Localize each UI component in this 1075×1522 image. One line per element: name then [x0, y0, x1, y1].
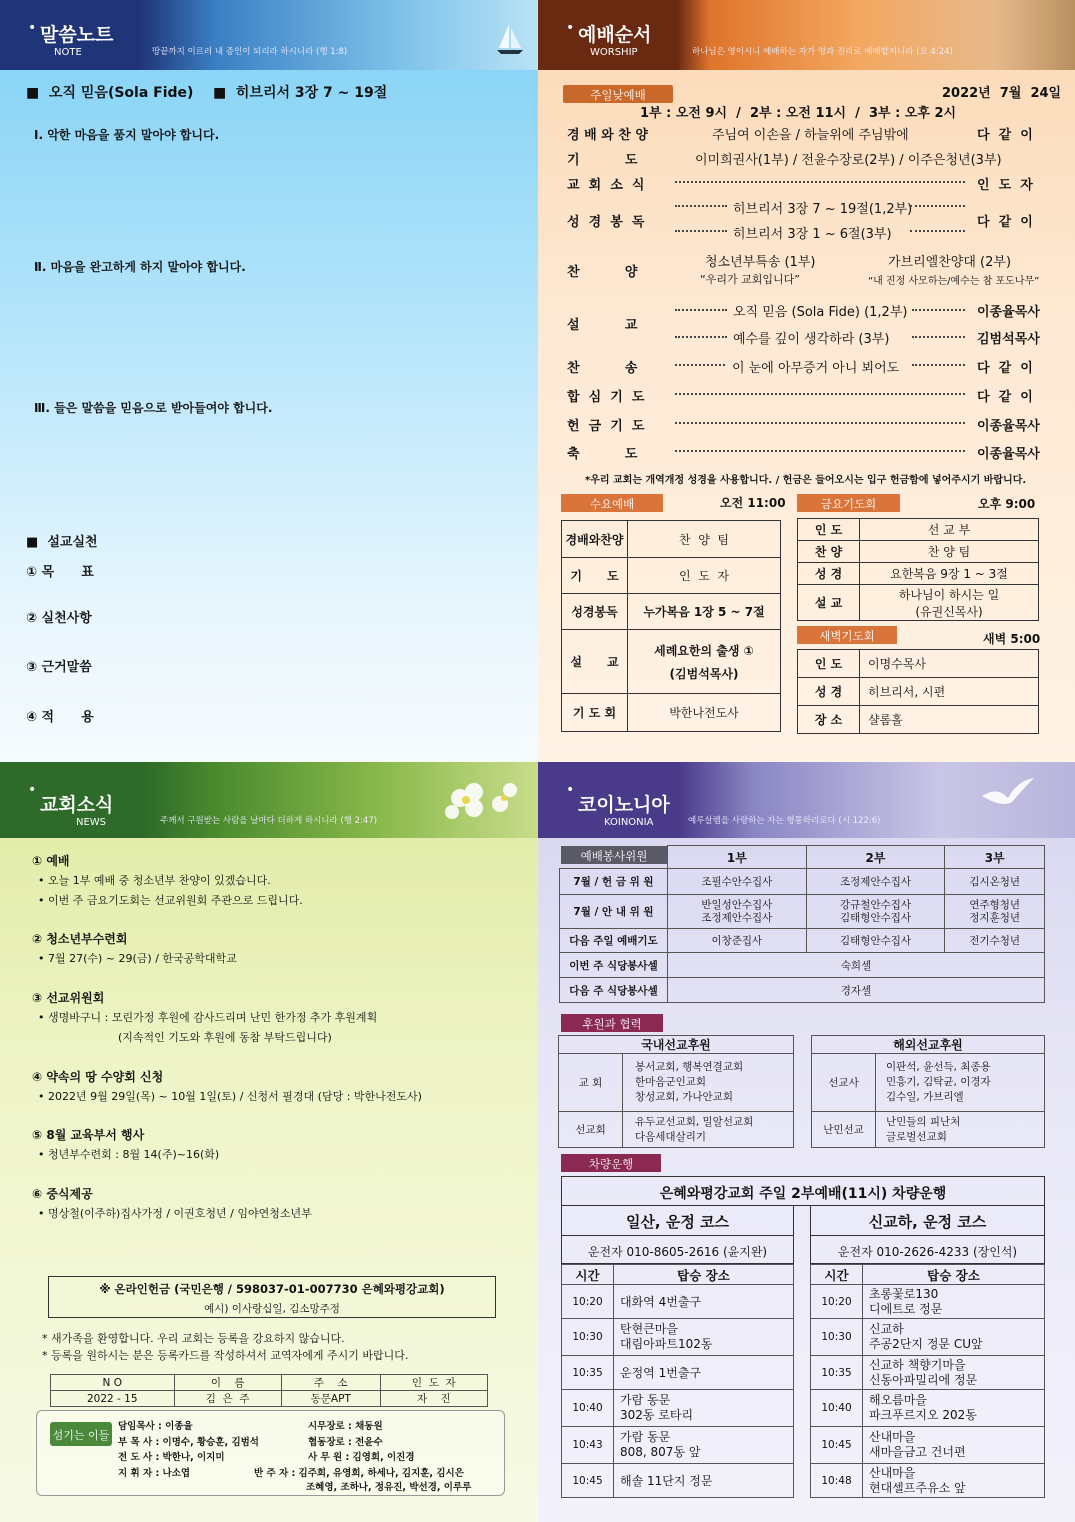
route-th: 시간 — [811, 1265, 863, 1285]
svc-cell: 반일성안수집사 조정제안수집사 — [668, 895, 807, 929]
reg-cell: 자 진 — [380, 1391, 487, 1407]
abr-head: 해외선교후원 — [812, 1036, 1045, 1054]
svc-cell: 전기수청년 — [945, 929, 1045, 953]
news-line: • 명상철(이주하)집사가정 / 이권호청년 / 임야연청소년부 — [38, 1207, 312, 1220]
abr-key: 선교사 — [812, 1054, 876, 1112]
reg-head: 주 소 — [281, 1375, 380, 1391]
news-line: • 이번 주 금요기도회는 선교위원회 주관으로 드립니다. — [38, 894, 303, 907]
stop-time: 10:30 — [562, 1319, 614, 1356]
point-2: Ⅱ. 마음을 완고하게 하지 말아야 합니다. — [34, 260, 246, 274]
staff-line: 부 목 사 : 이명수, 황승훈, 김범석 — [118, 1437, 259, 1448]
svc-cell: 연주형청년 정지훈청년 — [945, 895, 1045, 929]
route-name: 신교하, 운정 코스 — [810, 1206, 1045, 1236]
stop-time: 10:30 — [811, 1319, 863, 1356]
abr-val: 이판석, 윤선득, 최종용 민흥기, 김탁균, 이경자 김수일, 가브리엘 — [876, 1054, 1045, 1112]
fri-time: 오후 9:00 — [978, 497, 1036, 511]
route-th: 탑승 장소 — [863, 1265, 1045, 1285]
svc-key: 7월 / 헌 금 위 원 — [560, 869, 668, 895]
praise-2-song: “내 진정 사모하는/예수는 참 포도나무” — [868, 276, 1040, 287]
staff-line: 전 도 사 : 박한나, 이지미 — [118, 1452, 225, 1463]
news-head-1: ① 예배 — [32, 854, 70, 868]
svc-head: 2부 — [806, 846, 945, 869]
dom-val: 유두교선교회, 밀알선교회 다음세대살리기 — [623, 1112, 794, 1148]
stop-place: 산내마을 새마을금고 건너편 — [863, 1427, 1045, 1464]
sermon-1: 오직 믿음 (Sola Fide) (1,2부) — [733, 305, 908, 320]
preacher-2: 김범석목사 — [977, 332, 1040, 347]
wed-tag: 수요예배 — [561, 494, 663, 512]
sermon-2: 예수를 깊이 생각하라 (3부) — [733, 332, 890, 347]
news-title: 교회소식 — [40, 794, 114, 816]
sunday-date: 2022년 7월 24일 — [942, 86, 1062, 101]
wed-val: 찬 양 팀 — [628, 521, 781, 558]
practice-apply: ④ 적 용 — [26, 710, 94, 725]
stop-time: 10:35 — [811, 1356, 863, 1390]
stop-place: 해솔 11단지 정문 — [614, 1464, 794, 1498]
news-verse: 주께서 구원받는 사람을 날마다 더하게 하시니라 (행 2:47) — [160, 816, 378, 826]
service-table — [559, 845, 1045, 1003]
stop-place: 초롱꽃로130 디에트로 정문 — [863, 1285, 1045, 1319]
dawn-val: 히브리서, 시편 — [860, 678, 1039, 706]
stop-place: 신교하 책향기마을 신동아파밀리에 정문 — [863, 1356, 1045, 1390]
stop-place: 가람 동문 808, 807동 앞 — [614, 1427, 794, 1464]
dot-icon: • — [28, 782, 37, 798]
reg-cell: 2022 - 15 — [51, 1391, 175, 1407]
route-th: 시간 — [562, 1265, 614, 1285]
dom-val: 봉서교회, 행복연결교회 한마음군인교회 창성교회, 가나안교회 — [623, 1054, 794, 1112]
stop-time: 10:40 — [562, 1390, 614, 1427]
practice-action: ② 실천사항 — [26, 611, 92, 626]
worship-title: 예배순서 — [578, 24, 652, 46]
mission-tag: 후원과 협력 — [561, 1014, 663, 1032]
bus-title: 은혜와평강교회 주일 2부예배(11시) 차량운행 — [561, 1176, 1045, 1206]
news-head-6: ⑥ 중식제공 — [32, 1187, 93, 1201]
preacher-1: 이종율목사 — [977, 305, 1040, 320]
stop-place: 신교하 주공2단지 정문 CU앞 — [863, 1319, 1045, 1356]
wed-val: 박한나전도사 — [628, 694, 781, 732]
order-label: 교 회 소 식 — [567, 178, 645, 193]
practice-title: ■ 설교실천 — [26, 535, 98, 550]
worship-verse: 하나님은 영이시니 예배하는 자가 영과 진리로 예배할지니라 (요 4:24) — [692, 47, 953, 57]
order-leader: 다 같 이 — [977, 361, 1033, 376]
stop-time: 10:45 — [811, 1427, 863, 1464]
staff-line: 협동장로 : 전윤수 — [308, 1437, 383, 1448]
reading-2: 히브리서 3장 1 ~ 6절(3부) — [733, 227, 892, 242]
svc-cell: 김시온청년 — [945, 869, 1045, 895]
svc-cell: 이창준집사 — [668, 929, 807, 953]
bird-icon — [978, 776, 1038, 816]
staff-line: 시무장로 : 채동원 — [308, 1421, 383, 1432]
dawn-val: 샬롬홀 — [860, 706, 1039, 734]
overseas-mission-table — [811, 1035, 1045, 1148]
staff-line: 지 휘 자 : 나소엽 — [118, 1468, 191, 1479]
stop-place: 가람 동문 302동 로타리 — [614, 1390, 794, 1427]
wed-time: 오전 11:00 — [720, 496, 786, 510]
wed-key: 성경봉독 — [562, 594, 628, 630]
news-head-5: ⑤ 8월 교육부서 행사 — [32, 1128, 145, 1142]
staff-line: 사 무 원 : 김영희, 이진경 — [308, 1452, 415, 1463]
fri-key: 설 교 — [798, 585, 860, 621]
stop-time: 10:48 — [811, 1464, 863, 1498]
fri-table — [797, 518, 1039, 621]
dawn-time: 새벽 5:00 — [983, 632, 1041, 646]
order-leader: 이종율목사 — [977, 419, 1040, 434]
order-label: 기 도 — [567, 153, 638, 168]
point-3: Ⅲ. 들은 말씀을 믿음으로 받아들여야 합니다. — [34, 401, 273, 415]
online-offering-box — [48, 1276, 496, 1318]
point-1: Ⅰ. 악한 마음을 품지 말아야 합니다. — [34, 128, 220, 142]
dawn-tag: 새벽기도회 — [797, 626, 897, 644]
news-head-3: ③ 선교위원회 — [32, 991, 105, 1005]
dot-icon: • — [566, 20, 575, 36]
news-line: • 7월 27(수) ~ 29(금) / 한국공학대학교 — [38, 952, 237, 965]
abr-key: 난민선교 — [812, 1112, 876, 1148]
worship-header — [538, 0, 1075, 70]
dawn-val: 이명수목사 — [860, 650, 1039, 678]
order-leader: 이종율목사 — [977, 447, 1040, 462]
praise-2: 가브리엘찬양대 (2부) — [888, 255, 1012, 270]
wed-val: 인 도 자 — [628, 558, 781, 594]
svc-head: 3부 — [945, 846, 1045, 869]
reg-cell: 동문APT — [281, 1391, 380, 1407]
worship-subtitle: WORSHIP — [590, 47, 638, 58]
reg-head: 이 름 — [174, 1375, 281, 1391]
wed-val: 누가복음 1장 5 ~ 7절 — [628, 594, 781, 630]
staff-line: 반 주 자 : 김주희, 유영희, 하세나, 김지훈, 김시은 — [254, 1468, 464, 1479]
route-driver: 운전자 010-8605-2616 (윤지완) — [561, 1236, 794, 1264]
sermon-note-panel — [0, 0, 538, 762]
note-subtitle: NOTE — [54, 47, 82, 58]
svc-head: 1부 — [668, 846, 807, 869]
svc-key: 7월 / 안 내 위 원 — [560, 895, 668, 929]
koinonia-title: 코이노니아 — [578, 794, 670, 816]
route-2 — [810, 1206, 1045, 1498]
news-head-2: ② 청소년부수련회 — [32, 932, 128, 946]
fri-key: 인 도 — [798, 519, 860, 541]
svc-cell: 숙희셀 — [668, 953, 1045, 978]
order-content: 이 눈에 아무증거 아니 뵈어도 — [732, 361, 900, 376]
stop-time: 10:20 — [811, 1285, 863, 1319]
koinonia-subtitle: KOINONIA — [604, 817, 654, 828]
route-name: 일산, 운정 코스 — [561, 1206, 794, 1236]
dawn-table — [797, 649, 1039, 734]
route-driver: 운전자 010-2626-4233 (장인석) — [810, 1236, 1045, 1264]
wed-key: 기 도 회 — [562, 694, 628, 732]
order-label: 합 심 기 도 — [567, 390, 645, 405]
order-label: 축 도 — [567, 447, 638, 462]
fri-val: 찬 양 팀 — [860, 541, 1039, 563]
staff-line: 조혜영, 조하나, 정유진, 박선경, 이루루 — [306, 1482, 472, 1493]
svc-cell: 김태형안수집사 — [806, 929, 945, 953]
bank-example: 예시) 이사랑십일, 김소망주정 — [204, 1303, 340, 1315]
order-content: 주님여 이손을 / 하늘위에 주님밖에 — [712, 128, 909, 143]
wed-key: 경배와찬양 — [562, 521, 628, 558]
stop-time: 10:20 — [562, 1285, 614, 1319]
offering-notice: *우리 교회는 개역개정 성경을 사용합니다. / 헌금은 들어오시는 입구 헌금함에 넣어주시기 바랍니다. — [585, 475, 1027, 486]
news-subtitle: NEWS — [76, 817, 107, 828]
wed-preacher: (김범석목사) — [669, 666, 739, 681]
route-table — [810, 1264, 1045, 1498]
wed-sermon: 세례요한의 출생 ① — [654, 643, 754, 658]
welcome-line: * 새가족을 환영합니다. 우리 교회는 등록을 강요하지 않습니다. — [42, 1332, 345, 1345]
news-head-4: ④ 약속의 땅 수양회 신청 — [32, 1070, 164, 1084]
reg-head: N O — [51, 1375, 175, 1391]
order-leader: 다 같 이 — [977, 390, 1033, 405]
dot-icon: • — [566, 782, 575, 798]
note-verse: 땅끝까지 이르러 내 증인이 되리라 하시니라 (행 1:8) — [152, 47, 348, 57]
order-label: 설 교 — [567, 318, 638, 333]
route-th: 탑승 장소 — [614, 1265, 794, 1285]
reg-cell: 김 은 주 — [174, 1391, 281, 1407]
order-label: 헌 금 기 도 — [567, 419, 645, 434]
bus-tag: 차량운행 — [561, 1154, 661, 1172]
wed-key: 기 도 — [562, 558, 628, 594]
stop-time: 10:43 — [562, 1427, 614, 1464]
order-leader: 인 도 자 — [977, 178, 1033, 193]
fri-key: 성 경 — [798, 563, 860, 585]
sunday-tag: 주일낮예배 — [563, 85, 673, 103]
order-content: 이미희권사(1부) / 전윤수장로(2부) / 이주은청년(3부) — [695, 153, 1002, 168]
news-line: (지속적인 기도와 후원에 동참 부탁드립니다) — [118, 1031, 332, 1044]
stop-place: 해오름마을 파크푸르지오 202동 — [863, 1390, 1045, 1427]
stop-time: 10:35 — [562, 1356, 614, 1390]
svc-key: 이번 주 식당봉사셀 — [560, 953, 668, 978]
domestic-mission-table — [558, 1035, 794, 1148]
stop-place: 탄현큰마을 대림아파트102동 — [614, 1319, 794, 1356]
reading-1: 히브리서 3장 7 ~ 19절(1,2부) — [733, 202, 913, 217]
service-tag: 예배봉사위원 — [561, 846, 667, 864]
fri-tag: 금요기도회 — [797, 494, 900, 512]
koinonia-verse: 예루살렘을 사랑하는 자는 형통하리로다 (시 122:6) — [688, 816, 881, 826]
svc-cell: 조필수안수집사 — [668, 869, 807, 895]
sermon-title: ■ 오직 믿음(Sola Fide) ■ 히브리서 3장 7 ~ 19절 — [26, 85, 388, 101]
praise-1: 청소년부특송 (1부) — [705, 255, 816, 270]
abr-val: 난민들의 피난처 글로벌선교회 — [876, 1112, 1045, 1148]
order-label: 찬 송 — [567, 361, 638, 376]
dom-key: 선교회 — [559, 1112, 623, 1148]
news-line: • 오늘 1부 예배 중 청소년부 찬양이 있겠습니다. — [38, 874, 271, 887]
order-label: 성 경 봉 독 — [567, 215, 645, 230]
dom-head: 국내선교후원 — [559, 1036, 794, 1054]
fri-key: 찬 양 — [798, 541, 860, 563]
fri-val: 요한복음 9장 1 ~ 3절 — [860, 563, 1039, 585]
news-line: • 생명바구니 : 모린가정 후원에 감사드리며 난민 한가정 추가 후원계획 — [38, 1011, 378, 1024]
reg-head: 인 도 자 — [380, 1375, 487, 1391]
staff-tag: 섬기는 이들 — [50, 1422, 112, 1446]
sunday-times: 1부 : 오전 9시 / 2부 : 오전 11시 / 3부 : 오후 2시 — [640, 106, 957, 121]
dawn-key: 인 도 — [798, 650, 860, 678]
svc-key: 다음 주 식당봉사셀 — [560, 978, 668, 1003]
dawn-key: 장 소 — [798, 706, 860, 734]
stop-place: 운정역 1번출구 — [614, 1356, 794, 1390]
stop-time: 10:45 — [562, 1464, 614, 1498]
order-leader: 다 같 이 — [977, 128, 1033, 143]
note-title: 말씀노트 — [40, 24, 114, 46]
practice-verse: ③ 근거말씀 — [26, 660, 92, 675]
news-line: • 청년부수련회 : 8월 14(주)~16(화) — [38, 1148, 220, 1161]
svc-cell: 조정제안수집사 — [806, 869, 945, 895]
flower-icon — [430, 768, 530, 834]
route-1 — [561, 1206, 794, 1498]
news-line: • 2022년 9월 29일(목) ~ 10월 1일(토) / 신청서 필경대 (담당 : 박한나전도사) — [38, 1090, 422, 1103]
fri-preacher: (유권신목사) — [915, 604, 983, 619]
order-label: 경 배 와 찬 양 — [567, 128, 648, 143]
wed-val — [628, 630, 781, 694]
fri-sermon: 하나님이 하시는 일 — [898, 587, 1000, 602]
stop-place: 대화역 4번출구 — [614, 1285, 794, 1319]
order-leader: 다 같 이 — [977, 215, 1033, 230]
practice-goal: ① 목 표 — [26, 565, 94, 580]
dom-key: 교 회 — [559, 1054, 623, 1112]
wed-table — [561, 520, 781, 732]
bank-account: ※ 온라인헌금 (국민은행 / 598037-01-007730 은혜와평강교회) — [99, 1282, 445, 1296]
stop-time: 10:40 — [811, 1390, 863, 1427]
newcomer-table — [50, 1374, 488, 1407]
svc-cell: 경자셀 — [668, 978, 1045, 1003]
svc-key: 다음 주일 예배기도 — [560, 929, 668, 953]
dawn-key: 성 경 — [798, 678, 860, 706]
wed-key: 설 교 — [562, 630, 628, 694]
sailboat-icon — [495, 22, 525, 56]
fri-val — [860, 585, 1039, 621]
news-header — [0, 762, 538, 838]
stop-place: 산내마을 현대셀프주유소 앞 — [863, 1464, 1045, 1498]
dot-icon: • — [28, 20, 37, 36]
order-label: 찬 양 — [567, 265, 638, 280]
note-header — [0, 0, 538, 70]
praise-1-song: “우리가 교회입니다” — [700, 273, 800, 286]
staff-line: 담임목사 : 이종율 — [118, 1421, 193, 1432]
welcome-line: * 등록을 원하시는 분은 등록카드를 작성하셔서 교역자에게 주시기 바랍니다. — [42, 1349, 409, 1362]
fri-val: 선 교 부 — [860, 519, 1039, 541]
koinonia-header — [538, 762, 1075, 838]
svc-cell: 강규철안수집사 김태형안수집사 — [806, 895, 945, 929]
route-table — [561, 1264, 794, 1498]
